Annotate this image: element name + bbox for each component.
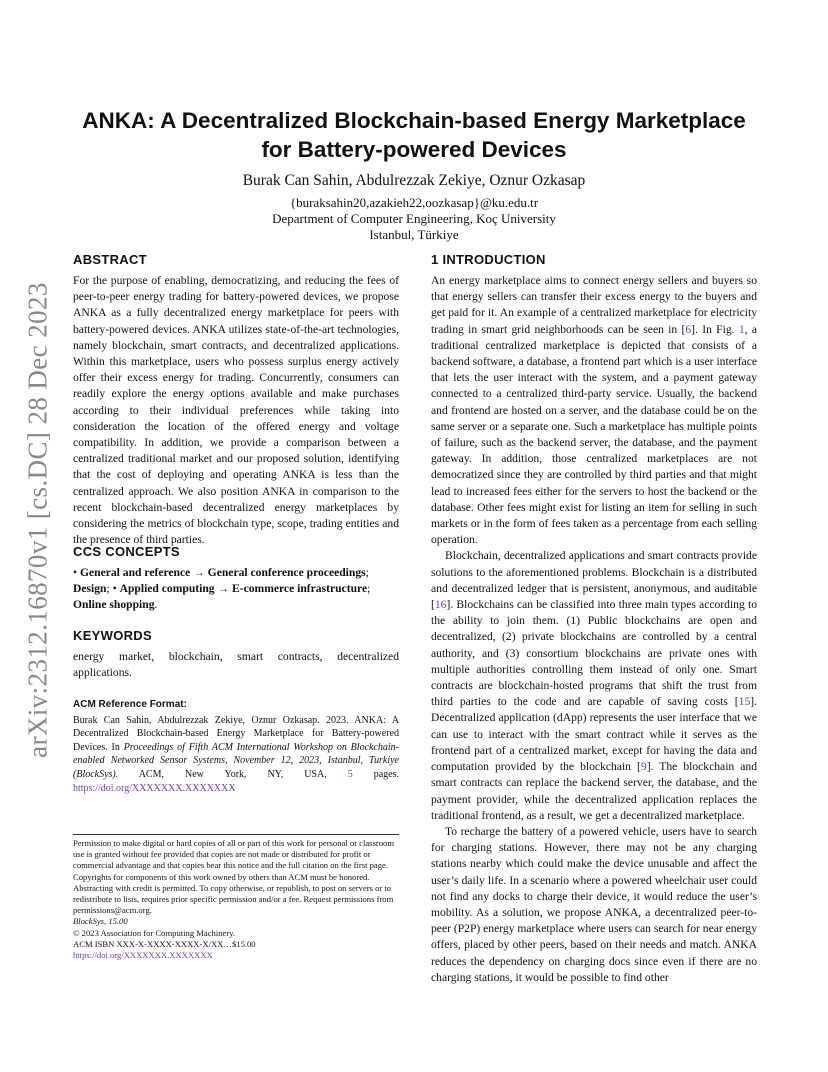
ccs-general-reference: General and reference → General conference proceedings bbox=[79, 566, 366, 579]
intro-p1-part-b: ]. In Fig. bbox=[691, 322, 739, 336]
author-emails: {buraksahin20,azakieh22,oozkasap}@ku.edu.tr bbox=[289, 195, 539, 210]
figure-1-link[interactable]: 1 bbox=[738, 322, 745, 336]
citation-15[interactable]: 15 bbox=[738, 695, 751, 709]
arxiv-stamp-text: arXiv:2312.16870v1 [cs.DC] 28 Dec 2023 bbox=[22, 282, 53, 758]
ccs-applied-computing: Applied computing → E-commerce infrastructure bbox=[119, 582, 368, 596]
location: Istanbul, Türkiye bbox=[369, 227, 459, 242]
paper-title bbox=[70, 106, 758, 164]
ccs-bullet-1: • bbox=[73, 566, 80, 579]
ccs-end: . bbox=[154, 598, 158, 612]
abstract-heading: ABSTRACT bbox=[73, 252, 147, 267]
intro-p2-part-d: ]. The blockchain and smart contracts can replace the backend server, the database, and the payment provider, while the decentralized application replaces the traditional frontend, as a result, we get a decentralized marketplace. bbox=[431, 760, 758, 822]
reference-pages[interactable]: 5 bbox=[347, 768, 353, 780]
reference-text-3: pages. bbox=[352, 768, 399, 780]
intro-paragraph-2 bbox=[431, 548, 757, 823]
intro-paragraph-1 bbox=[431, 273, 757, 548]
citation-9[interactable]: 9 bbox=[640, 760, 647, 774]
reference-doi-link[interactable]: https://doi.org/XXXXXXX.XXXXXXX bbox=[73, 782, 236, 794]
title-line-2: for Battery-powered Devices bbox=[261, 137, 567, 162]
introduction-heading: 1 INTRODUCTION bbox=[431, 252, 546, 267]
conference-short: BlockSys, 15.00 bbox=[73, 916, 128, 927]
intro-paragraph-3: To recharge the battery of a powered vehicle, users have to search for charging stations. However, there may not be any charging stations nearby which could make the device unusable and affect the user’s daily life. In a scenario where a powered wheelchair user could not find any docks to charge their device, it would reduce the user’s mobility. As a solution, we propose ANKA, a decentralized peer-to-peer (P2P) energy marketplace where users can search for near energy offers, placed by other peers, based on their needs and match. ANKA reduces the dependency on charging docs since even if there are no charging stations, it would be possible to find other bbox=[431, 824, 757, 984]
arxiv-stamp bbox=[22, 270, 54, 770]
ccs-separator-2: ; • bbox=[106, 582, 120, 596]
reference-text-2: ACM, New York, NY, USA, bbox=[118, 768, 348, 780]
intro-p2-part-c: ]. Decentralized application (dApp) represents the user interface that we can use to interact with the smart contract while it serves as the frontend part of a centralized market, except for having the data and computation provided by the blockchain [ bbox=[431, 695, 757, 774]
abstract-section bbox=[73, 252, 399, 548]
introduction-section bbox=[431, 252, 757, 986]
footnote-doi-link[interactable]: https://doi.org/XXXXXXX.XXXXXXX bbox=[73, 950, 213, 961]
keywords-heading: KEYWORDS bbox=[73, 628, 152, 643]
author-list: Burak Can Sahin, Abdulrezzak Zekiye, Oznur Ozkasap bbox=[242, 172, 586, 189]
ccs-section bbox=[73, 544, 399, 614]
keywords-section bbox=[73, 628, 399, 681]
permission-text: Permission to make digital or hard copies of all or part of this work for personal or classroom use is granted without fee provided that copies are not made or distributed for profit or commercial advantage and that copies bear this notice and the full citation on the first page. Copyrights for components of this work owned by others than ACM must be honored. Abstracting with credit is permitted. To copy otherwise, or republish, to post on servers or to redistribute to lists, requires prior specific permission and/or a fee. Request permissions from permissions@acm.org. bbox=[73, 838, 394, 916]
ccs-heading: CCS CONCEPTS bbox=[73, 544, 180, 559]
reference-text-1: Burak Can Sahin, Abdulrezzak Zekiye, Oznur Ozkasap. 2023. ANKA: A Decentralized Blockchain-based Energy Marketplace for Battery-powered Devices. In bbox=[73, 714, 399, 753]
keywords-text: energy market, blockchain, smart contracts, decentralized applications. bbox=[73, 650, 399, 680]
ccs-separator-1: ; bbox=[365, 566, 369, 579]
title-line-1: ANKA: A Decentralized Blockchain-based Energy Marketplace bbox=[82, 108, 746, 133]
reference-venue: Proceedings of Fifth ACM International Workshop on Blockchain-enabled Networked Sensor Systems, November 12, 2023, Istanbul, Turkiye (BlockSys). bbox=[73, 741, 399, 780]
intro-p1-part-c: , a traditional centralized marketplace is depicted that consists of a backend software, a database, a frontend part which is a user interface that lets the user interact with the system, and a payment gateway connected to a centralized third-party service. Usually, the backend and frontend are hosted on a server, and the database could be on the same server or a separate one. Such a marketplace has multiple points of failure, such as the backend server, the database, and the payment gateway. In addition, those centralized marketplaces are not democratized since they are controlled by third parties and that might lead to increased fees either for the servers to host the backend or the database. Other fees might exist for listing an item for selling in such markets or in the form of fees taken as a percentage from each selling operation. bbox=[431, 322, 757, 547]
intro-p1-part-a: An energy marketplace aims to connect energy sellers and buyers so that energy sellers can transfer their excess energy to the buyers and get paid for it. An example of a centralized marketplace for electricity trading in smart grid neighborhoods can be seen in [ bbox=[431, 274, 757, 336]
acm-reference-format bbox=[73, 698, 399, 795]
ccs-design: Design bbox=[73, 582, 107, 596]
copyright-line: © 2023 Association for Computing Machinery. bbox=[73, 927, 236, 938]
intro-p2-part-b: ]. Blockchains can be classified into three main types according to the ability to join them. (1) Public blockchains are open and decentralized, (2) private blockchains are controlled by a central authority, and (3) consortium blockchains are private ones with multiple authorities controlling them instead of only one. Smart contracts are blockchain-hosted programs that shift the trust from third parties to the code and are capable of saving costs [ bbox=[431, 598, 757, 709]
reference-format-heading: ACM Reference Format: bbox=[73, 699, 187, 710]
ccs-text bbox=[73, 565, 399, 614]
abstract-text: For the purpose of enabling, democratizing, and reducing the fees of peer-to-peer energy trading for battery-powered devices, we propose ANKA as a fully decentralized energy marketplace for peers with battery-powered devices. ANKA utilizes state-of-the-art technologies, namely blockchain, smart contracts, and decentralized applications. Within this marketplace, users who possess surplus energy actively offer their excess energy for trading. Concurrently, consumers can readily explore the energy options available and make purchases according to their individual preferences while taking into consideration the location of the offered energy and voltage compatibility. In addition, we provide a comparison between a centralized traditional market and our proposed solution, identifying that the cost of deploying and operating ANKA is less than the centralized approach. We also position ANKA in comparison to the recent blockchain-based decentralized energy marketplaces by considering the metrics of blockchain type, scope, trading entities and the presence of third parties. bbox=[73, 274, 399, 547]
citation-16[interactable]: 16 bbox=[434, 598, 447, 612]
isbn-line: ACM ISBN XXX-X-XXXX-XXXX-X/XX…$15.00 bbox=[73, 938, 256, 949]
department: Department of Computer Engineering, Koç University bbox=[272, 211, 556, 226]
ccs-separator-3: ; bbox=[367, 582, 371, 596]
citation-6[interactable]: 6 bbox=[685, 322, 692, 336]
permission-footnote bbox=[73, 838, 399, 961]
footnote-rule bbox=[73, 834, 399, 835]
ccs-online-shopping: Online shopping bbox=[73, 598, 155, 612]
intro-p2-part-a: Blockchain, decentralized applications and smart contracts provide solutions to the aforementioned problems. Blockchain is a distributed and decentralized ledger that is persistent, anonymous, and auditable [ bbox=[431, 549, 757, 612]
